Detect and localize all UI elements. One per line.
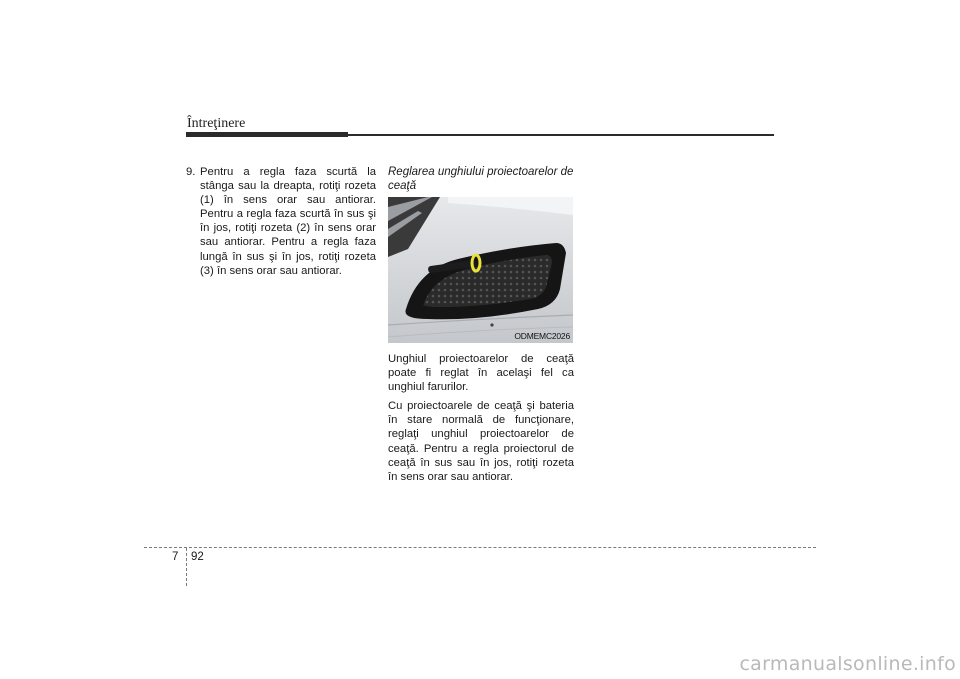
fog-lamp-illustration <box>388 197 573 343</box>
step-text: Pentru a regla faza scurtă la stânga sau la dreapta, rotiţi rozeta (1) în sens orar sau antiorar. Pentru a regla faza scurtă în sus şi în jos, rotiţi rozeta (2) în sens orar sau antiorar. Pentru a regla faza lungă în sus şi în jos, rotiţi rozeta (3) în sens orar sau antiorar. <box>200 166 376 277</box>
chapter-number: 7 <box>172 551 179 563</box>
footer-rule <box>144 547 816 548</box>
figure-caption: ODMEMC2026 <box>514 331 570 341</box>
section-heading: Reglarea unghiului proiectoarelor de ceaţă <box>388 166 574 192</box>
fog-lamp-figure <box>388 197 573 343</box>
paragraph: Unghiul proiectoarelor de ceaţă poate fi reglat în acelaşi fel ca unghiul farurilor. <box>388 353 574 394</box>
paragraph: Cu proiectoarele de ceaţă şi bateria în stare normală de funcţionare, reglaţi unghiul proiectoarelor de ceaţă. Pentru a regla proiectorul de ceaţă în sus sau în jos, rotiţi rozeta în sens orar sau antiorar. <box>388 400 574 483</box>
left-column <box>186 165 376 278</box>
step-number: 9. <box>186 166 196 178</box>
watermark: carmanualsonline.info <box>739 653 956 675</box>
header-rule-thick <box>186 132 348 137</box>
right-column <box>388 165 574 484</box>
step-item <box>186 165 376 278</box>
header-rule-thin <box>348 134 774 136</box>
chapter-title: Întreţinere <box>187 116 246 131</box>
footer-divider <box>186 548 187 586</box>
page-number: 92 <box>191 551 204 563</box>
